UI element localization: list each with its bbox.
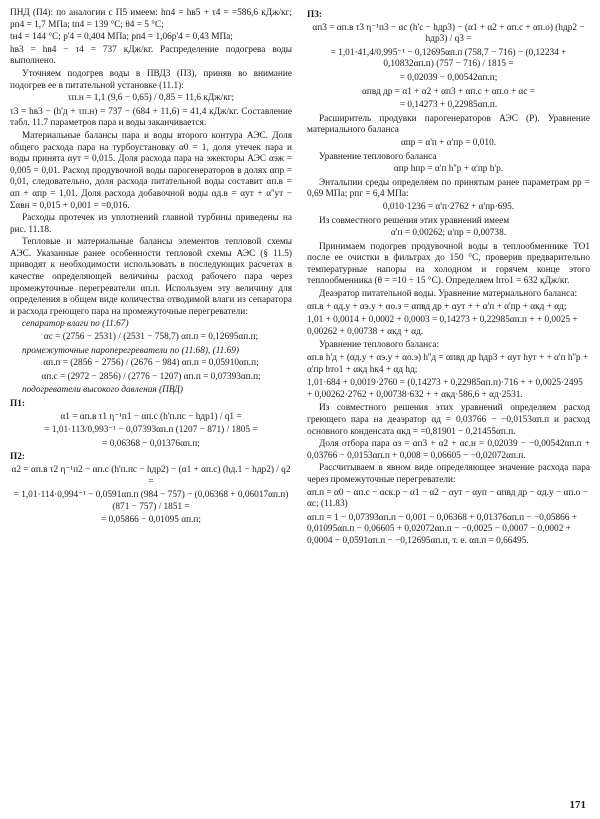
- subheading-hp-heaters: подогреватели высокого давления (ПВД): [22, 385, 184, 396]
- equation: = 0,02039 − 0,00542αп.п;: [399, 72, 498, 83]
- equation: 1,01·684 + 0,0019·2760 = (0,14273 + 0,22985αп.п)·716 + + 0,0025·2495 + 0,00262·2762 + 0,00738·632 + + αкд·586,6 + αд·2531.: [307, 378, 583, 400]
- text-line: tн4 = 144 °С; p'4 = 0,404 МПа; pп4 = 1,06p'4 = 0,43 МПа;: [10, 32, 233, 43]
- paragraph-material-balances: Материальные балансы пара и воды второго контура АЭС. Доля общего расхода пара на турбоустановку α0 = 1, доля утечек пара и воды принята αут = 0,015. Доля расхода пара на эжекторы АЭС αэж = 0,005 = 0,01. Расход продувочной воды парогенераторов в долях αпр = 0,01, следовательно, доля расхода питательной воды составит αп.в = αп + αпр = 1,01. Доля расхода добавочной воды αд.в = αут + α''ут − Σαвн = 0,015 + 0,001 = =0,016.: [10, 130, 292, 211]
- equation: = 0,05866 − 0,01095 αп.п;: [101, 515, 201, 526]
- paragraph: Из совместного решения этих уравнений имеем: [319, 215, 510, 226]
- paragraph: Из совместного решения этих уравнений определяем расход греющего пара на деаэратор αд = 0,03766 − −0,0153αп.п и расход основного конденсата αкд = =0,81901 − 0,21455αп.п.: [307, 403, 590, 437]
- equation: = 1,01·114·0,994⁻¹ − 0,0591αп.п (984 − 757) − (0,06368 + 0,06017αп.п) (871 − 757) / 1851 =: [13, 490, 289, 512]
- subheading-separator: сепаратор влаги по (11.67): [22, 319, 129, 330]
- text-line: ПНД (П4): по аналогии с П5 имеем: hп4 = hв5 + τ4 = =586,6 кДж/кг; pп4 = 1,7 МПа; tп4 = 139 °С; θ4 = 5 °С;: [10, 8, 292, 30]
- equation: αпр = α'п + α'пр = 0,010.: [400, 137, 497, 148]
- paragraph: Доля отбора пара αз = αп3 + α2 + αс.н = 0,02039 − −0,00542αп.п + 0,03766 − 0,0153αп.п + 0,008 = 0,06605 − −0,02072αп.п.: [307, 439, 590, 461]
- paragraph-blowdown: Расширитель продувки парогенераторов АЭС (Р). Уравнение материального баланса: [307, 113, 590, 136]
- equation: αп.в h'д + (αд.у + αэ.у + αо.э) h''д = αпвд др hдр3 + αут hут + + α'п h''р + α'пр hто1 + αкд hк4 + αд hд;: [307, 353, 589, 375]
- paragraph: Уравнение теплового баланса:: [319, 340, 440, 351]
- equation-number: (11.83): [320, 499, 348, 510]
- paragraph: Энтальпии среды определяем по принятым ранее параметрам pр = 0,69 МПа; pпг = 6,4 МПа:: [307, 177, 590, 200]
- equation: αп.с = (2972 − 2856) / (2776 − 1207) αп.п = 0,07393αп.п;: [41, 371, 261, 382]
- equation: = 1,01·113/0,993⁻¹ − 0,07393αп.п (1207 − 871) / 1805 =: [44, 425, 258, 436]
- equation: τп.н = 1,1 (9,6 − 0,65) / 0,85 = 11,6 кДж/кг;: [67, 93, 235, 104]
- equation-11-83: [307, 488, 590, 511]
- equation: α'п = 0,00262; α'пр = 0,00738.: [390, 228, 507, 239]
- page-number: 171: [569, 799, 586, 811]
- paragraph-deaerator: Деаэратор питательной воды. Уравнение материального баланса:: [319, 289, 578, 300]
- equation: = 1,01·41,4/0,995⁻¹ − 0,12695αп.п (758,7 − 716) − (0,12234 + 0,10832αп.п) (757 − 716) / 1815 =: [330, 47, 567, 70]
- equation: α2 = αп.в τ2 η⁻¹п2 − αп.с (h'п.пс − hдр2) − (α1 + αп.с) (hд.1 − hдр2) / q2 =: [11, 464, 291, 487]
- paragraph: τ3 = hв3 − (h'д + τп.н) = 737 − (684 + 11,6) = 41,4 кДж/кг. Составление табл. 11.7 параметров пара и воды заканчивается.: [10, 106, 292, 129]
- equation: = 0,14273 + 0,22985αп.п.: [399, 100, 498, 111]
- equation: αпвд др = α1 + α2 + αп3 + αп.с + αп.о + αс =: [362, 86, 535, 97]
- equation: = 0,06368 − 0,01376αп.п;: [102, 438, 200, 449]
- equation: αп.п = 1 − 0,07393αп.п − 0,001 − 0,06368 + 0,01376αп.п − −0,05866 + 0,01095αп.п − 0,06605 + 0,02072αп.п − −0,0025 − 0,0007 − 0,0002 + 0,0004 − 0,0591αп.п − −0,12695αп.п, т. е. αп.п = 0,66495.: [307, 512, 578, 546]
- heater-label: П3:: [307, 10, 322, 20]
- equation: αп.в + αд.у + αэ.у + αо.э = αпвд др + αут + + α'п + α'пр + αкд + αд;: [307, 301, 567, 312]
- equation: αс = (2756 − 2531) / (2531 − 758,7) αп.п = 0,12695αп.п;: [43, 332, 259, 343]
- text-line: hв3 = hв4 − τ4 = 737 кДж/кг. Распределение подогрева воды выполнено.: [10, 44, 292, 67]
- paragraph: Расходы протечек из уплотнений главной турбины приведены на рис. 11.18.: [10, 213, 292, 235]
- equation: αп.п = (2856 − 2756) / (2676 − 984) αп.п = 0,05910αп.п;: [43, 358, 259, 369]
- subheading-superheaters: промежуточные пароперегреватели по (11.68), (11.69): [22, 345, 240, 356]
- paragraph: Рассчитываем в явном виде определяющее значение расхода пара через промежуточные перегреватели:: [307, 463, 590, 485]
- equation-body: αп.п = α0 − αп.с − αск.р − α1 − α2 − αут − αуп − αпвд др − αд.у − αп.о − αс;: [307, 487, 588, 510]
- equation: 1,01 + 0,0014 + 0,0002 + 0,0003 = 0,14273 + 0,22985αп.п + + 0,0025 + 0,00262 + 0,00738 + αкд + αд.: [307, 315, 578, 337]
- right-column: [307, 8, 590, 550]
- equation: 0,010·1236 = α'п·2762 + α'пр·695.: [382, 201, 515, 212]
- paragraph: Уточняем подогрев воды в ПВД3 (П3), приняв во внимание подогрев ее в питательной установке (11.1):: [10, 68, 292, 91]
- heater-label: П2:: [10, 452, 25, 463]
- left-column: [10, 8, 292, 529]
- equation: αп3 = αп.в τ3 η⁻¹п3 − αс (h'с − hдр3) − (α1 + α2 + αп.с + αп.о) (hдр2 − hдр3) / q3 =: [312, 22, 585, 45]
- paragraph-heat-balances: Тепловые и материальные балансы элементов тепловой схемы АЭС. Указанные ранее особенности тепловой схемы АЭС (§ 11.5) приводят к необходимости использовать в последующих расчетах в качестве определяющей величины расход рабочего пара через промежуточные перегреватели αп.п. Используем эту величину для определения в общем виде количества отводимой влаги из сепаратора и расхода греющего пара на промежуточные перегреватели:: [10, 237, 292, 317]
- equation: αпр hпр = α'п h''р + α'пр h'р.: [393, 164, 504, 175]
- paragraph: Принимаем подогрев продувочной воды в теплообменнике ТО1 после ее очистки в фильтрах до 150 °С, проверив предварительно температурные напоры на холодном и горячем конце этого теплообменника (θ = =10 ÷ 15 °С). Определяем hто1 = 632 кДж/кг.: [307, 241, 590, 287]
- equation: α1 = αп.в τ1 η⁻¹п1 − αп.с (h'п.пс − hдр1) / q1 =: [60, 411, 242, 422]
- heater-label: П1:: [10, 399, 25, 409]
- paragraph: Уравнение теплового баланса: [319, 151, 437, 162]
